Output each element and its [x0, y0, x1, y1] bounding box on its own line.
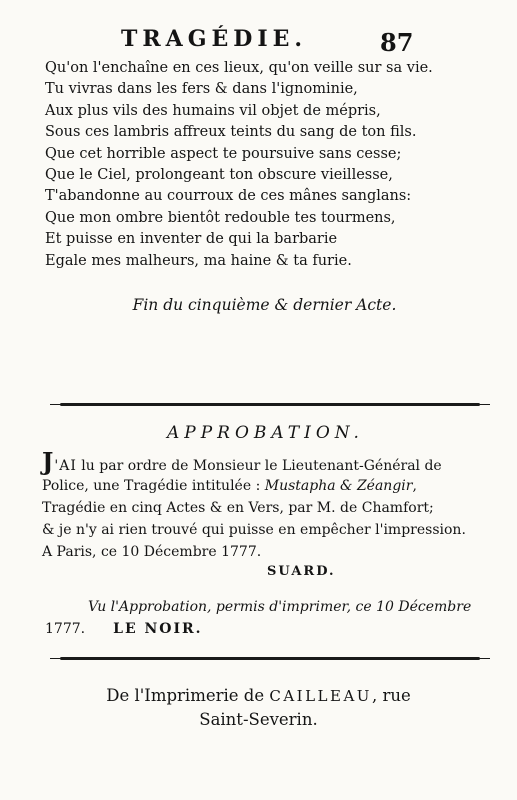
line2-text: Police, une Tragédie intitulée : — [42, 478, 265, 494]
verse-block — [45, 58, 485, 272]
drop-letter: J — [42, 447, 54, 476]
verse-line: Tu vivras dans les fers & dans l'ignominie, — [45, 81, 358, 98]
verse-line: T'abandonne au courroux de ces mânes sanglans: — [45, 188, 412, 205]
page-number: 87 — [380, 28, 414, 57]
permission-year: 1777. — [45, 621, 86, 637]
approbation-line: Tragédie en cinq Actes & en Vers, par M. de Chamfort; — [42, 500, 434, 516]
imprint-address: Saint-Severin. — [199, 710, 318, 729]
ornamental-rule-top — [60, 403, 480, 406]
police-signature: LE NOIR. — [113, 621, 203, 637]
verse-line: Aux plus vils des humains vil objet de mépris, — [45, 102, 381, 119]
printer-name: CAILLEAU — [269, 687, 372, 705]
approbation-body — [42, 447, 482, 563]
printing-permission — [45, 596, 485, 640]
imprint-street: , rue — [371, 686, 411, 705]
permission-line — [45, 618, 485, 640]
running-title: TRAGÉDIE. — [121, 26, 308, 52]
verse-line: Et puisse en inventer de qui la barbarie — [45, 231, 338, 248]
verse-line: Que mon ombre bientôt redouble tes tourmens, — [45, 209, 396, 226]
first-line-text: lu par ordre de Monsieur le Lieutenant-Général de — [76, 458, 442, 474]
end-of-act-note: Fin du cinquième & dernier Acte. — [132, 296, 397, 314]
approbation-line: A Paris, ce 10 Décembre 1777. — [42, 544, 262, 560]
approbation-line: & je n'y ai rien trouvé qui puisse en empêcher l'impression. — [42, 522, 466, 538]
verse-line: Que cet horrible aspect te poursuive sans cesse; — [45, 145, 402, 162]
approbation-line — [42, 447, 482, 476]
line2-punct: , — [412, 478, 417, 494]
verse-line: Que le Ciel, prolongeant ton obscure vieillesse, — [45, 166, 393, 183]
imprint-line — [0, 684, 517, 708]
censor-signature: SUARD. — [267, 564, 336, 579]
ornamental-rule-bottom — [60, 657, 480, 660]
work-title: Mustapha & Zéangir — [264, 478, 413, 494]
permission-text: Vu l'Approbation, permis d'imprimer, ce 10 Décembre — [88, 599, 472, 615]
first-word-caps: 'AI — [54, 458, 77, 474]
verse-line: Sous ces lambris affreux teints du sang de ton fils. — [45, 124, 417, 141]
verse-line: Qu'on l'enchaîne en ces lieux, qu'on veille sur sa vie. — [45, 60, 433, 76]
verse-line: Egale mes malheurs, ma haine & ta furie. — [45, 252, 352, 269]
imprint-text: De l'Imprimerie de — [106, 686, 270, 705]
approbation-heading: APPROBATION. — [167, 423, 364, 443]
approbation-line — [42, 475, 482, 497]
page-header — [0, 20, 517, 57]
printer-imprint — [0, 684, 517, 732]
